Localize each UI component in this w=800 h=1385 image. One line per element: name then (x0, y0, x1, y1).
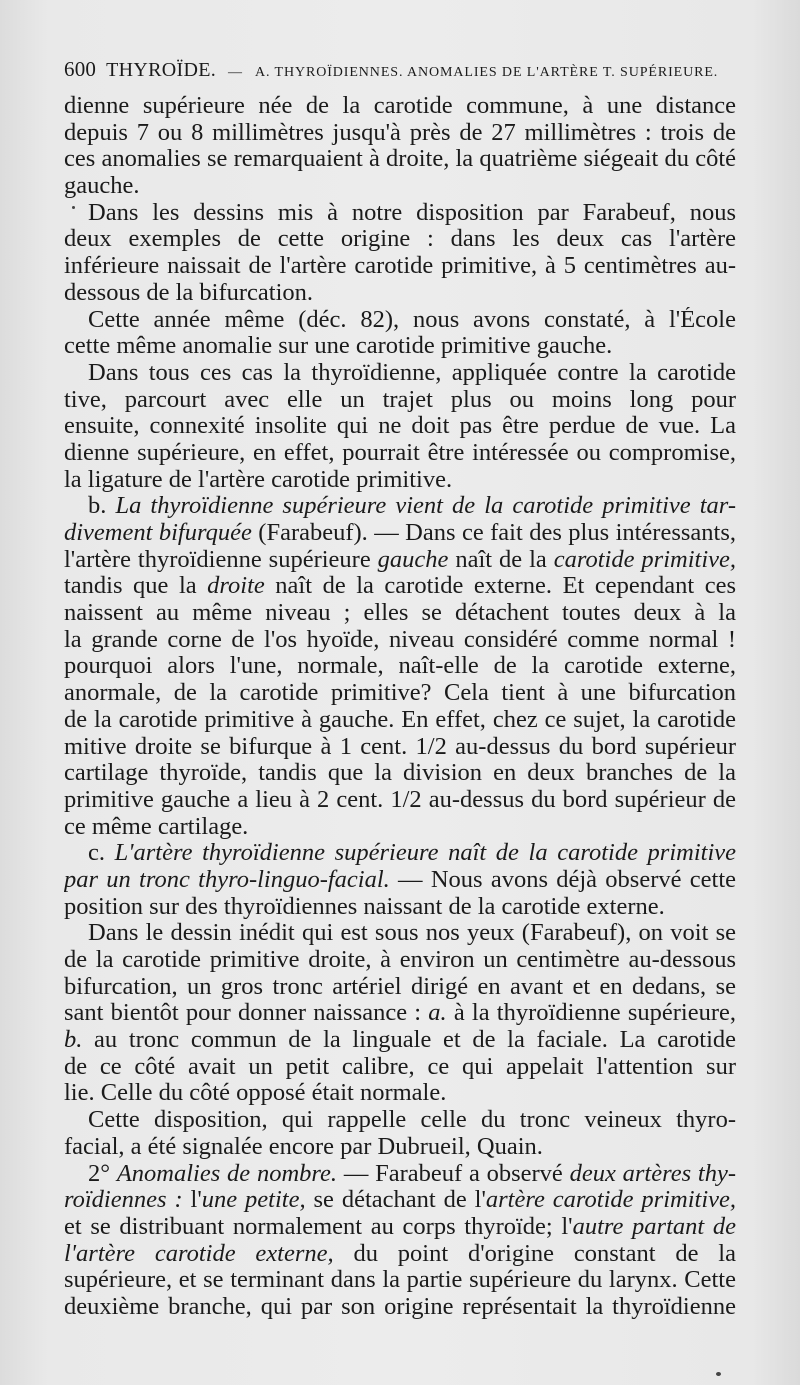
italic-text: a. (428, 1000, 447, 1027)
text-line (64, 467, 736, 494)
text-run: position sur des thyroïdiennes naissant de la carotide externe. (64, 892, 665, 920)
text-run: cartilage thyroïde, tandis que la division en deux branches de la (64, 760, 736, 787)
text-line (64, 1000, 736, 1027)
text-line (64, 1161, 736, 1188)
text-run: Cette disposition, qui rappelle celle du tronc veineux thyro- (88, 1107, 736, 1134)
text-run: dienne supérieure née de la carotide commune, à une distance (64, 93, 736, 119)
text-run: ensuite, connexité insolite qui ne doit pas être perdue de vue. La (64, 413, 736, 440)
text-line (64, 280, 736, 307)
chapter-title: THYROÏDE. (106, 59, 217, 81)
text-run: à la thyroïdienne supérieure, (446, 1000, 736, 1027)
text-line (64, 1080, 736, 1107)
text-line (64, 787, 736, 814)
text-run: de la carotide primitive à gauche. En effet, chez ce sujet, la carotide (64, 706, 736, 733)
text-run: inférieure naissait de l'artère carotide primitive, à 5 centimètres au- (64, 253, 736, 280)
italic-text: Anomalies de nombre. (116, 1160, 338, 1187)
section-subtitle: A. THYROÏDIENNES. ANOMALIES DE L'ARTÈRE T. SUPÉRIEURE. (254, 65, 719, 80)
body-text (64, 93, 736, 1321)
text-run: dienne supérieure, en effet, pourrait être intéressée ou compromise, (64, 439, 736, 466)
text-line (64, 1107, 736, 1134)
text-line (64, 1214, 736, 1241)
text-run: supérieure, et se terminant dans la partie supérieure du larynx. Cette (64, 1267, 736, 1294)
text-line (64, 920, 736, 947)
text-run: cette même anomalie sur une carotide primitive gauche. (64, 332, 613, 360)
text-run: depuis 7 ou 8 millimètres jusqu'à près de 27 millimètres : trois de (64, 119, 736, 146)
italic-text: divement bifurquée (64, 520, 252, 546)
text-run: tive, parcourt avec elle un trajet plus ou moins long pour (64, 386, 736, 413)
text-run: ces anomalies se remarquaient à droite, la quatrième siégeait du côté (64, 146, 736, 173)
text-run: 2° (88, 1160, 117, 1187)
text-run: (Farabeuf). — Dans ce fait des plus intéressants, (251, 520, 736, 546)
text-line (64, 547, 736, 574)
text-run: du point d'origine constant de la (353, 1240, 736, 1267)
text-run: l'artère thyroïdienne supérieure (64, 546, 378, 573)
text-line (64, 387, 736, 414)
italic-text: L'artère thyroïdienne supérieure naît de la carotide primitive (114, 840, 736, 867)
text-line (64, 226, 736, 253)
text-line (64, 493, 736, 520)
text-run: deux exemples de cette origine : dans les deux cas l'artère (64, 226, 736, 253)
text-line (64, 1187, 736, 1214)
text-line (64, 253, 736, 280)
text-run: la ligature de l'artère carotide primitive. (64, 465, 453, 493)
text-line (64, 1241, 736, 1268)
page-number: 600 (64, 57, 97, 81)
text-line (64, 600, 736, 627)
text-line (64, 573, 736, 600)
text-run: naissent au même niveau ; elles se détachent toutes deux à la (64, 600, 736, 627)
text-line (64, 440, 736, 467)
text-line (64, 1054, 736, 1081)
text-run: anormale, de la carotide primitive? Cela tient à une bifurcation (64, 680, 736, 707)
text-run: deuxième branche, qui par son origine représentait la thyroïdienne (64, 1293, 736, 1320)
text-run: b. (88, 493, 116, 520)
text-run: l' (182, 1187, 202, 1214)
text-run: Dans les dessins mis à notre disposition par Farabeuf, nous (88, 199, 736, 226)
print-speck (72, 206, 75, 209)
text-line (64, 814, 736, 841)
italic-text: droite (207, 573, 265, 600)
italic-text: deux artères thy- (569, 1160, 736, 1187)
text-run: naît de la (448, 546, 554, 573)
text-line (64, 1134, 736, 1161)
text-run: — Farabeuf a observé (337, 1160, 570, 1187)
text-run: c. (88, 840, 115, 867)
text-run: la grande corne de l'os hyoïde, niveau considéré comme normal ! (64, 626, 736, 653)
text-run: de ce côté avait un petit calibre, ce qui appelait l'attention sur (64, 1053, 736, 1080)
text-run: bifurcation, un gros tronc artériel dirigé en avant et en dedans, se (64, 973, 736, 1000)
italic-text: l'artère carotide externe, (64, 1240, 334, 1267)
italic-text: b. (64, 1027, 83, 1054)
text-run: dessous de la bifurcation. (64, 278, 314, 306)
text-run: et se distribuant normalement au corps thyroïde; l' (64, 1213, 573, 1240)
text-line (64, 200, 736, 227)
italic-text: carotide primitive, (553, 546, 736, 573)
italic-text: La thyroïdienne supérieure vient de la carotide primitive tar- (115, 493, 736, 520)
text-line (64, 413, 736, 440)
text-line (64, 120, 736, 147)
header-dash: — (228, 65, 243, 80)
text-line (64, 1294, 736, 1321)
text-line (64, 680, 736, 707)
text-line (64, 653, 736, 680)
text-line (64, 894, 736, 921)
text-run: mitive droite se bifurque à 1 cent. 1/2 au-dessus du bord supérieur (64, 733, 736, 760)
text-line (64, 333, 736, 360)
italic-text: autre partant de (572, 1213, 736, 1240)
italic-text: une petite, (201, 1187, 306, 1214)
text-run: Dans tous ces cas la thyroïdienne, appliquée contre la carotide (88, 359, 736, 386)
text-line (64, 1027, 736, 1054)
text-run: Cette année même (déc. 82), nous avons constaté, à l'École (88, 306, 736, 333)
text-line (64, 867, 736, 894)
text-line (64, 520, 736, 547)
text-line (64, 760, 736, 787)
text-run: naît de la carotide externe. Et cependant ces (275, 573, 736, 600)
text-line (64, 627, 736, 654)
text-run: lie. Celle du côté opposé était normale. (64, 1079, 447, 1107)
text-run: ce même cartilage. (64, 812, 249, 840)
text-line (64, 734, 736, 761)
text-line (64, 146, 736, 173)
italic-text: gauche (377, 546, 449, 573)
text-line (64, 93, 736, 120)
italic-text: roïdiennes : (64, 1187, 183, 1214)
text-run: — Nous avons déjà observé cette (398, 866, 736, 893)
text-line (64, 307, 736, 334)
text-line (64, 840, 736, 867)
text-run: tandis que la (64, 573, 208, 600)
text-run: sant bientôt pour donner naissance : (64, 1000, 429, 1027)
running-head (64, 57, 744, 82)
text-line (64, 707, 736, 734)
text-run: Dans le dessin inédit qui est sous nos yeux (Farabeuf), on voit se (88, 920, 736, 947)
text-run: pourquoi alors l'une, normale, naît-elle de la carotide externe, (64, 653, 736, 680)
text-run: gauche. (64, 172, 140, 200)
text-line (64, 173, 736, 200)
text-run: se détachant de l' (305, 1187, 486, 1214)
italic-text: par un tronc thyro-linguo-facial. (64, 866, 390, 893)
text-run: de la carotide primitive droite, à environ un centimètre au-dessous (64, 947, 736, 973)
print-speck (716, 1372, 721, 1376)
italic-text: artère carotide primitive, (485, 1187, 736, 1214)
text-line (64, 360, 736, 387)
text-run: au tronc commun de la linguale et de la faciale. La carotide (94, 1027, 736, 1054)
text-run: facial, a été signalée encore par Dubrueil, Quain. (64, 1132, 543, 1160)
text-line (64, 1267, 736, 1294)
text-line (64, 947, 736, 974)
text-line (64, 974, 736, 1001)
text-run: primitive gauche a lieu à 2 cent. 1/2 au-dessus du bord supérieur de (64, 786, 736, 813)
